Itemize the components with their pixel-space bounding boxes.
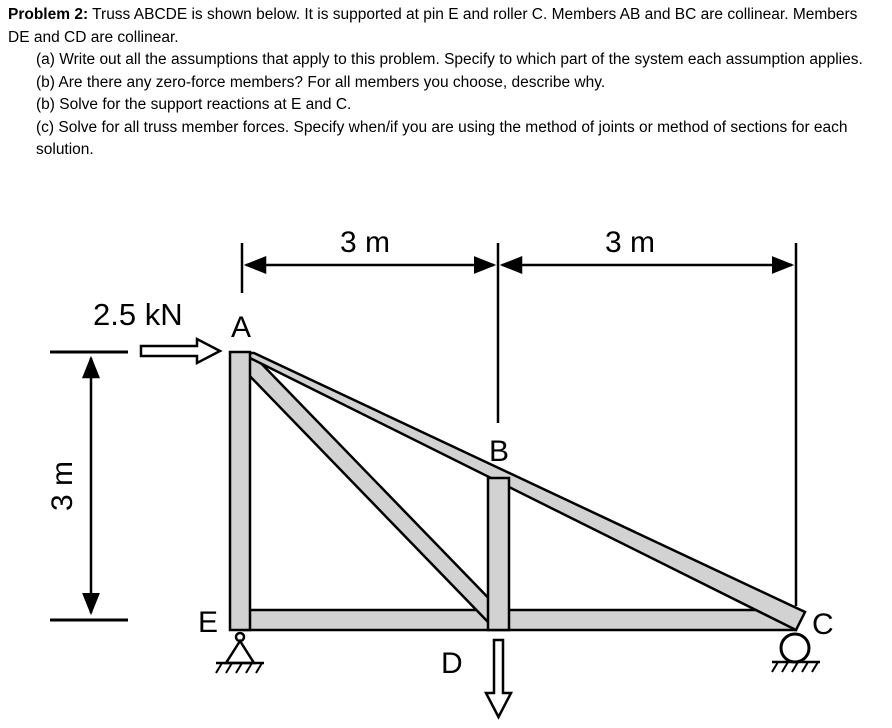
member-ad [242, 356, 502, 622]
dimension-label-vertical: 3 m [46, 460, 79, 512]
member-bd [488, 478, 509, 630]
member-ed-dc [244, 610, 796, 630]
dimension-label-left: 3 m [339, 226, 391, 259]
dimension-label-right: 3 m [604, 226, 656, 259]
joint-label-e: E [198, 606, 219, 639]
vertical-load-arrow-icon [486, 640, 511, 717]
part-a: (a) Write out all the assumptions that apply to this problem. Specify to which part of the system each assumption applies. [36, 51, 863, 68]
joint-label-c: C [812, 608, 834, 641]
joint-label-b: B [489, 435, 510, 468]
roller-icon [781, 634, 809, 662]
truss-members [230, 352, 805, 630]
horizontal-load-arrow-icon [141, 339, 220, 363]
load-label: 2.5 kN [93, 297, 183, 332]
pin-support-e [216, 633, 264, 673]
part-c: (c) Solve for all truss member forces. Specify when/if you are using the method of joints or method of sections for each solution. [36, 118, 848, 158]
member-ae [230, 352, 250, 630]
part-b-reactions: (b) Solve for the support reactions at E and C. [36, 96, 352, 113]
top-dimension [242, 226, 796, 606]
problem-intro-text: Truss ABCDE is shown below. It is supported at pin E and roller C. Members AB and BC are collinear. Members DE and CD are collinear. [8, 6, 858, 46]
member-ab-bc [240, 353, 805, 630]
problem-heading: Problem 2: [8, 6, 89, 23]
joint-label-d: D [441, 647, 463, 680]
part-b-zero-force: (b) Are there any zero-force members? For all members you choose, describe why. [36, 73, 606, 91]
vertical-dimension [46, 352, 128, 620]
joint-label-a: A [231, 311, 252, 344]
pin-triangle-icon [226, 641, 254, 663]
ground-hatch-icon [216, 663, 262, 673]
